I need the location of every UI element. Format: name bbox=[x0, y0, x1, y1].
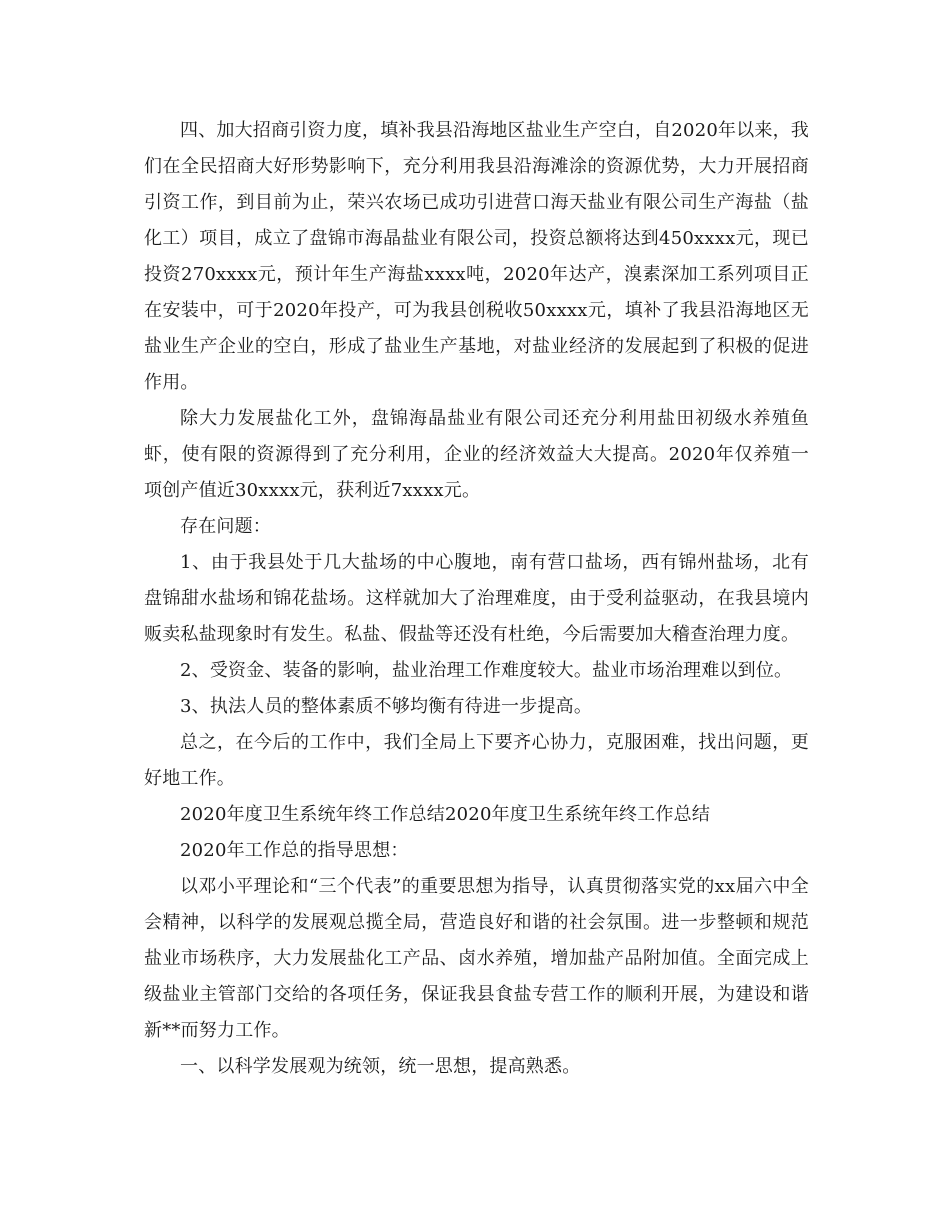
paragraph-problem-3: 3、执法人员的整体素质不够均衡有待进一步提高。 bbox=[180, 696, 593, 717]
document-body bbox=[144, 113, 809, 1085]
paragraph-guiding-thought: 以邓小平理论和“三个代表”的重要思想为指导，认真贯彻落实党的xx届六中全会精神，以科学的发展观总揽全局，营造良好和谐的社会氛围。进一步整顿和规范盐业市场秩序，大力发展盐化工产品、卤水养殖，增加盐产品附加值。全面完成上级盐业主管部门交给的各项任务，保证我县食盐专营工作的顺利开展，为建设和谐新**而努力工作。 bbox=[144, 876, 809, 1041]
paragraph-section-title: 2020年度卫生系统年终工作总结2020年度卫生系统年终工作总结 bbox=[180, 804, 711, 825]
paragraph-section-one: 一、以科学发展观为统领，统一思想，提高熟悉。 bbox=[180, 1056, 581, 1077]
paragraph-guiding-thought-heading: 2020年工作总的指导思想： bbox=[180, 840, 409, 861]
paragraph-conclusion: 总之，在今后的工作中，我们全局上下要齐心协力，克服困难，找出问题，更好地工作。 bbox=[144, 732, 809, 789]
paragraph-problem-2: 2、受资金、装备的影响，盐业治理工作难度较大。盐业市场治理难以到位。 bbox=[180, 660, 793, 681]
paragraph-problem-1: 1、由于我县处于几大盐场的中心腹地，南有营口盐场，西有锦州盐场，北有盘锦甜水盐场和锦花盐场。这样就加大了治理难度，由于受利益驱动，在我县境内贩卖私盐现象时有发生。私盐、假盐等还没有杜绝，今后需要加大稽查治理力度。 bbox=[144, 552, 809, 645]
paragraph-attract-investment: 四、加大招商引资力度，填补我县沿海地区盐业生产空白，自2020年以来，我们在全民招商大好形势影响下，充分利用我县沿海滩涂的资源优势，大力开展招商引资工作，到目前为止，荣兴农场已成功引进营口海天盐业有限公司生产海盐（盐化工）项目，成立了盘锦市海晶盐业有限公司，投资总额将达到450xxxx元，现已投资270xxxx元，预计年生产海盐xxxx吨，2020年达产，溴素深加工系列项目正在安装中，可于2020年投产，可为我县创税收50xxxx元，填补了我县沿海地区无盐业生产企业的空白，形成了盐业生产基地，对盐业经济的发展起到了积极的促进作用。 bbox=[144, 120, 810, 393]
paragraph-salt-chemical: 除大力发展盐化工外，盘锦海晶盐业有限公司还充分利用盐田初级水养殖鱼虾，使有限的资源得到了充分利用，企业的经济效益大大提高。2020年仅养殖一项创产值近30xxxx元，获利近7xxxx元。 bbox=[144, 408, 809, 501]
paragraph-problems-heading: 存在问题： bbox=[180, 516, 271, 537]
